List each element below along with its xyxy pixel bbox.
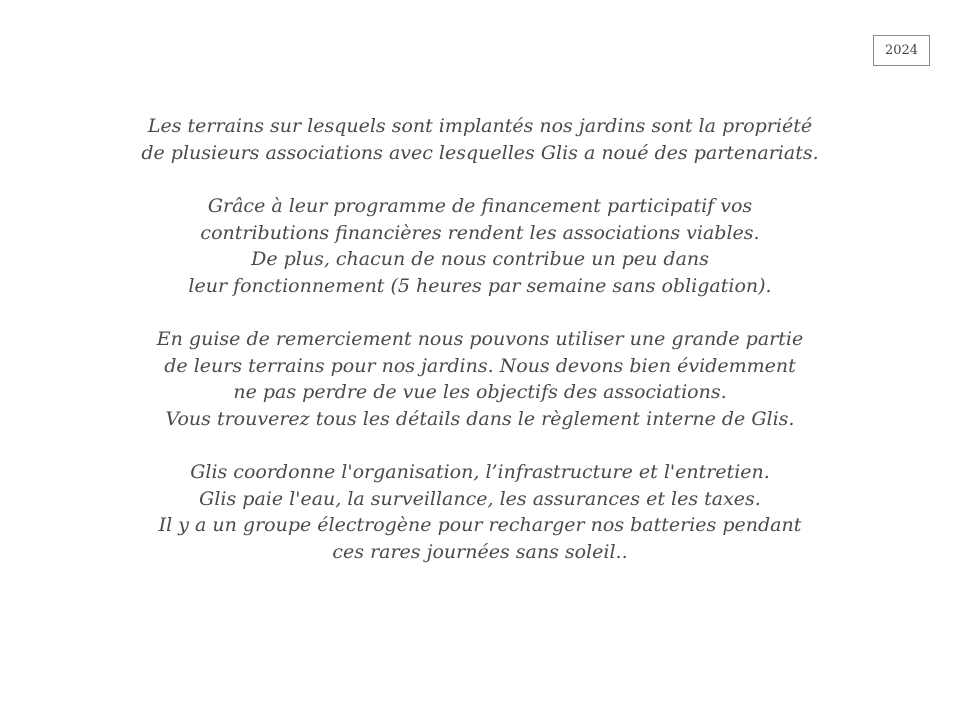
text-line: En guise de remerciement nous pouvons utiliser une grande partie <box>156 328 804 350</box>
text-line: Grâce à leur programme de financement participatif vos <box>207 195 753 217</box>
text-line: Il y a un groupe électrogène pour recharger nos batteries pendant <box>158 514 802 536</box>
paragraph-coordination <box>40 459 920 565</box>
text-line: leur fonctionnement (5 heures par semaine sans obligation). <box>188 274 772 297</box>
paragraph-thanks <box>40 326 920 432</box>
text-line: Glis coordonne l'organisation, l’infrastructure et l'entretien. <box>190 461 770 483</box>
text-line: ces rares journées sans soleil.. <box>332 540 628 563</box>
text-line: Vous trouverez tous les détails dans le règlement interne de Glis. <box>165 407 795 430</box>
text-line: ne pas perdre de vue les objectifs des associations. <box>233 381 727 403</box>
paragraph-partnerships <box>40 113 920 166</box>
text-line: De plus, chacun de nous contribue un peu dans <box>251 248 709 270</box>
year-badge: 2024 <box>873 35 930 66</box>
text-line: de leurs terrains pour nos jardins. Nous devons bien évidemment <box>164 354 796 377</box>
main-text <box>40 113 920 592</box>
text-line: Les terrains sur lesquels sont implantés nos jardins sont la propriété <box>147 115 813 137</box>
text-line: Glis paie l'eau, la surveillance, les assurances et les taxes. <box>199 487 761 510</box>
text-line: contributions financières rendent les associations viables. <box>200 221 760 244</box>
paragraph-funding <box>40 193 920 299</box>
text-line: de plusieurs associations avec lesquelles Glis a noué des partenariats. <box>141 141 819 164</box>
